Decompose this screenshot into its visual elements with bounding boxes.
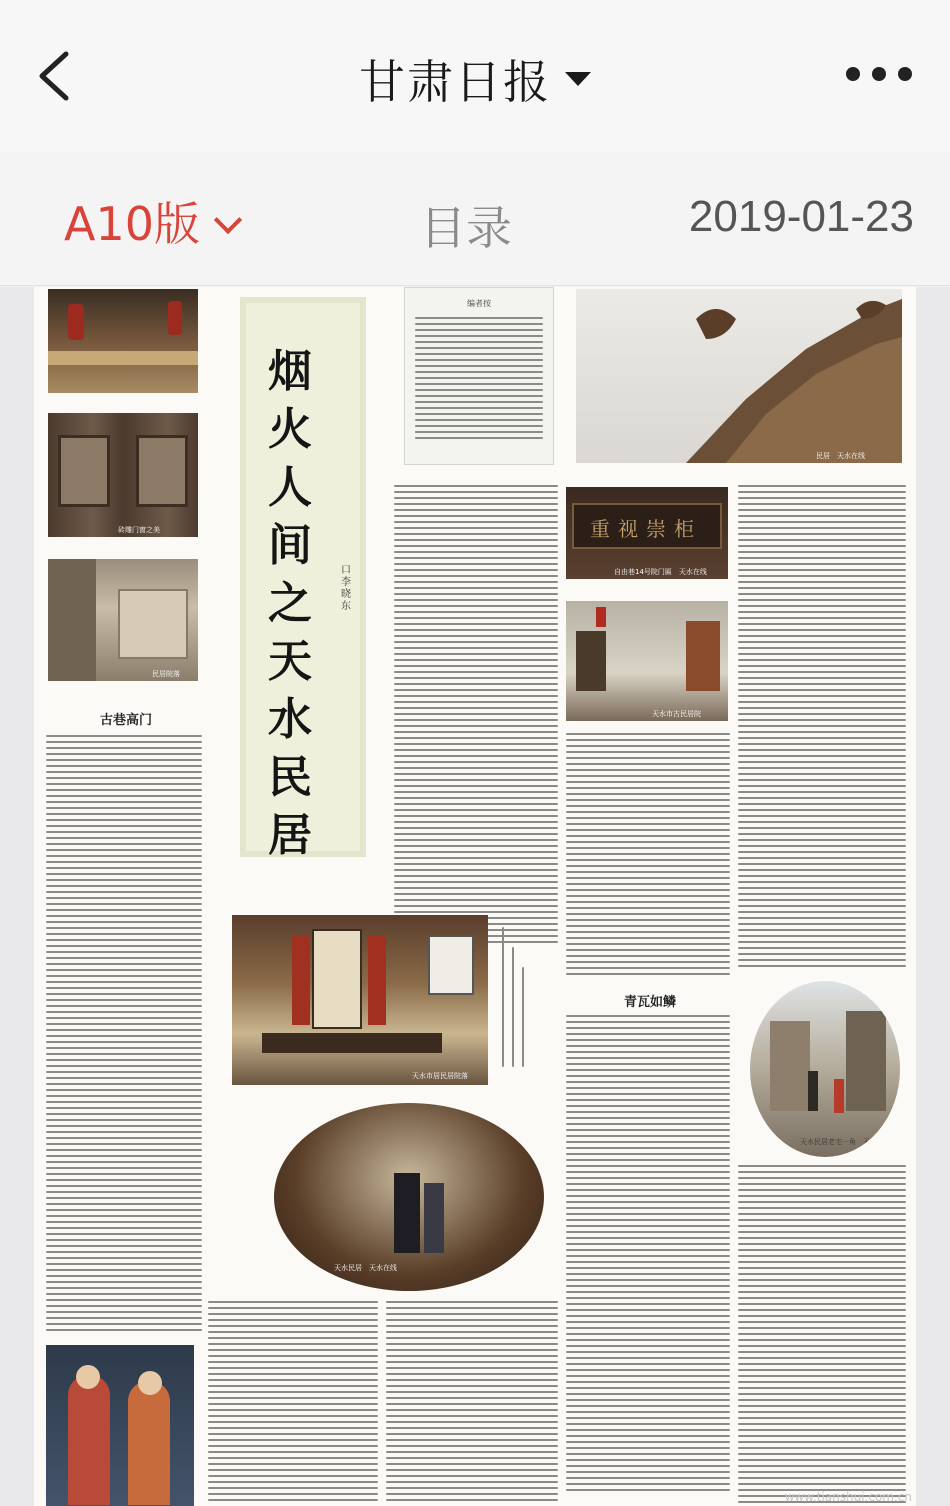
editor-note bbox=[404, 287, 554, 465]
article-text-column bbox=[386, 1301, 558, 1506]
byline: 口李晓东 bbox=[341, 565, 351, 612]
watermark: www.tianshui.com.cn bbox=[784, 1490, 912, 1504]
issue-date[interactable]: 2019-01-23 bbox=[688, 192, 914, 241]
photo-carved-doors bbox=[48, 413, 198, 537]
app-top-bar bbox=[0, 0, 950, 152]
photo-side-caption bbox=[498, 927, 538, 1077]
headline-box bbox=[240, 297, 366, 861]
edition-label[interactable]: A10版 bbox=[64, 197, 201, 251]
photo-door-god-painting bbox=[46, 1345, 194, 1506]
headline: 烟火人间之天水民居 bbox=[268, 346, 312, 861]
photo-caption: 民居院落 bbox=[152, 670, 180, 678]
photo-doorway-oval bbox=[274, 1103, 544, 1291]
article-text-column bbox=[394, 485, 558, 945]
photo-interior-room bbox=[566, 601, 728, 721]
plaque-text: 重视崇柜 bbox=[590, 517, 702, 541]
editor-note-title: 编者按 bbox=[467, 299, 491, 308]
newspaper-page[interactable] bbox=[34, 287, 916, 1506]
article-text-column bbox=[208, 1301, 378, 1506]
more-icon[interactable] bbox=[834, 66, 912, 85]
article-text-column bbox=[46, 735, 202, 1335]
title-dropdown[interactable] bbox=[0, 46, 950, 112]
article-text-column bbox=[738, 485, 906, 975]
photo-eaves bbox=[48, 289, 198, 393]
photo-caption: 民居 天水在线 bbox=[816, 452, 865, 460]
photo-courtyard-wall bbox=[48, 559, 198, 681]
article-text-column bbox=[566, 733, 730, 983]
caret-down-icon[interactable] bbox=[565, 72, 591, 86]
newspaper-title[interactable]: 甘肃日报 bbox=[359, 55, 551, 109]
section-heading: 青瓦如鳞 bbox=[624, 995, 677, 1010]
toc-button[interactable]: 目录 bbox=[420, 201, 512, 255]
article-text-column bbox=[738, 1165, 906, 1506]
photo-roof-ridge bbox=[576, 289, 902, 463]
photo-caption: 自由巷14号院门匾 天水在线 bbox=[614, 568, 707, 576]
chevron-down-icon[interactable] bbox=[214, 206, 242, 234]
edition-selector[interactable] bbox=[64, 188, 238, 254]
section-heading: 古巷高门 bbox=[100, 713, 153, 728]
photo-alley-street bbox=[750, 981, 900, 1157]
photo-caption: 天水民居 天水在线 bbox=[334, 1264, 397, 1272]
edition-toolbar bbox=[0, 152, 950, 286]
photo-caption: 天水民居老宅一角 天水在线 bbox=[800, 1138, 891, 1146]
photo-main-hall bbox=[232, 915, 488, 1085]
article-text-column bbox=[566, 1015, 730, 1506]
photo-caption: 天水市居民居院落 bbox=[412, 1072, 468, 1080]
photo-caption: 天水市古民居院 bbox=[652, 710, 701, 718]
photo-plaque bbox=[566, 487, 728, 579]
photo-caption: 砖雕门窗之美 bbox=[118, 526, 160, 534]
